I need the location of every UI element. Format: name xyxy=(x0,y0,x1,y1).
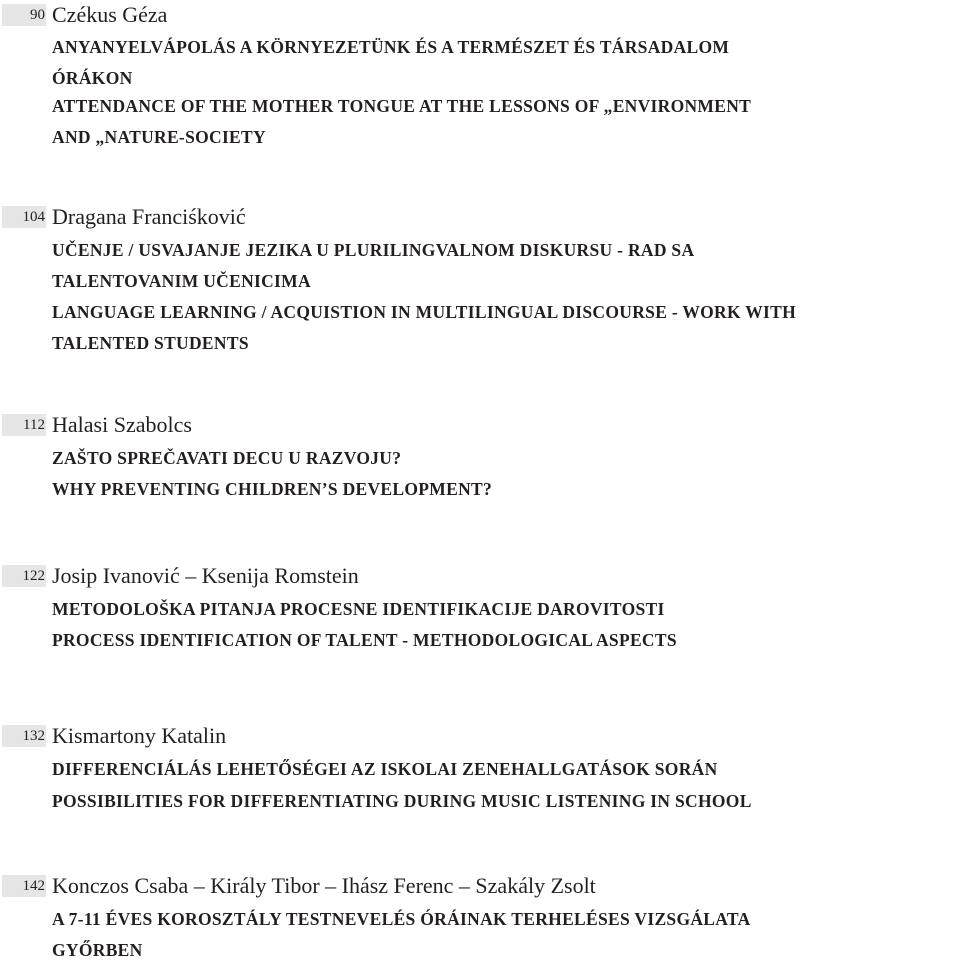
title-line: GYŐRBEN xyxy=(52,940,143,960)
page-number: 132 xyxy=(2,725,46,747)
article-title-english xyxy=(52,474,957,505)
title-line: ANYANYELVÁPOLÁS A KÖRNYEZETÜNK ÉS A TERMÉSZET ÉS TÁRSADALOM xyxy=(52,37,730,57)
author-name: Dragana Franciśković xyxy=(52,204,246,229)
title-line: ZAŠTO SPREČAVATI DECU U RAZVOJU? xyxy=(52,448,402,468)
title-line: ATTENDANCE OF THE MOTHER TONGUE AT THE LESSONS OF „ENVIRONMENT xyxy=(52,96,752,116)
page-number: 122 xyxy=(2,565,46,587)
title-line: METODOLOŠKA PITANJA PROCESNE IDENTIFIKACIJE DAROVITOSTI xyxy=(52,599,665,619)
title-line: A 7-11 ÉVES KOROSZTÁLY TESTNEVELÉS ÓRÁINAK TERHELÉSES VIZSGÁLATA xyxy=(52,909,751,929)
article-title xyxy=(52,594,957,625)
title-line: WHY PREVENTING CHILDREN’S DEVELOPMENT? xyxy=(52,479,493,499)
author-name: Josip Ivanović – Ksenija Romstein xyxy=(52,563,359,588)
article-title-english xyxy=(52,786,957,817)
author-name: Kismartony Katalin xyxy=(52,723,227,748)
author-name: Halasi Szabolcs xyxy=(52,412,192,437)
article-title-english xyxy=(52,297,957,359)
page-number: 142 xyxy=(2,875,46,897)
article-title xyxy=(52,904,957,966)
title-line: LANGUAGE LEARNING / ACQUISTION IN MULTILINGUAL DISCOURSE - WORK WITH xyxy=(52,302,797,322)
article-title xyxy=(52,443,957,474)
title-line: ÓRÁKON xyxy=(52,68,133,88)
page-number: 112 xyxy=(2,414,46,436)
title-line: DIFFERENCIÁLÁS LEHETŐSÉGEI AZ ISKOLAI ZENEHALLGATÁSOK SORÁN xyxy=(52,759,718,779)
title-line: POSSIBILITIES FOR DIFFERENTIATING DURING MUSIC LISTENING IN SCHOOL xyxy=(52,791,752,811)
title-line: AND „NATURE-SOCIETY xyxy=(52,127,266,147)
article-title-english xyxy=(52,625,957,656)
author-name: Konczos Csaba – Király Tibor – Ihász Ferenc – Szakály Zsolt xyxy=(52,873,596,898)
author-name: Czékus Géza xyxy=(52,2,168,27)
title-line: PROCESS IDENTIFICATION OF TALENT - METHODOLOGICAL ASPECTS xyxy=(52,630,677,650)
article-title xyxy=(52,32,957,94)
title-line: TALENTED STUDENTS xyxy=(52,333,249,353)
page-number: 104 xyxy=(2,206,46,228)
title-line: UČENJE / USVAJANJE JEZIKA U PLURILINGVALNOM DISKURSU - RAD SA xyxy=(52,240,695,260)
article-title xyxy=(52,235,957,297)
article-title xyxy=(52,754,957,785)
page-number: 90 xyxy=(2,4,46,26)
article-title-english xyxy=(52,91,957,153)
title-line: TALENTOVANIM UČENICIMA xyxy=(52,271,311,291)
